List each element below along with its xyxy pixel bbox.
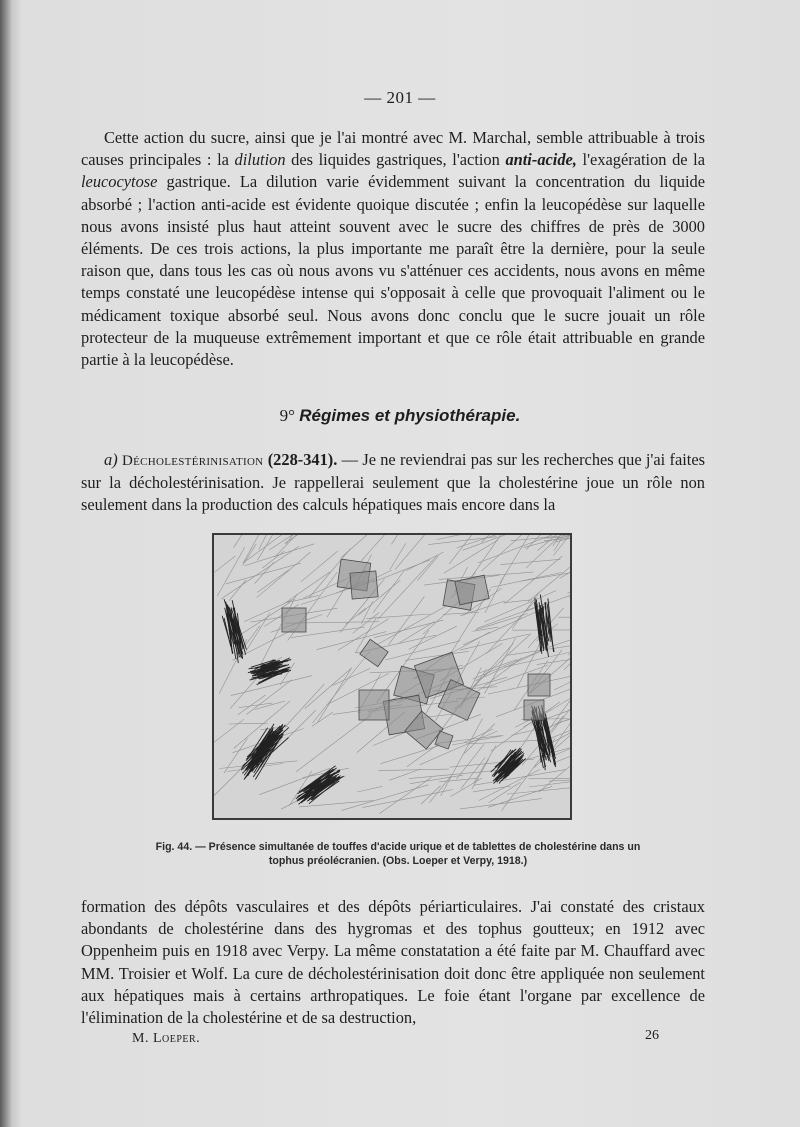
cholesterol-tablet [524,700,544,720]
para1-text-2: des liquides gastriques, l'action [285,150,506,170]
footer-signature-number: 26 [645,1028,659,1043]
para1-emph-leucocytose: leucocytose [81,172,158,192]
paragraph-sugar-action [81,127,705,371]
para1-text-4: gastrique. La dilution varie évidemment suivant la concentration du liquide absorbé ; l'action anti-acide est évidente quoique discutée ; enfin la leucopédèse sur laquelle nous avons insisté plus haut atteint souvent avec le sucre des chiffres de près de 3000 éléments. De ces trois actions, la plus importante me paraît être la dernière, pour la seule raison que, dans tous les cas où nous avons vu s'atténuer ces accidents, nous avons en même temps constaté une leucopédèse intense qui s'opposait à celle que provoquait l'aliment ou le médicament toxique absorbé seul. Nous avons donc conclu que le sucre jouait un rôle protecteur de la muqueuse extrêmement important et que ce rôle était attribuable en grande partie à la leucopédèse. [81,172,705,370]
page-number: — 201 — [364,88,436,107]
para1-emph-dilution: dilution [234,150,286,170]
micrograph-image [214,535,570,818]
para2-text: — Je ne reviendrai pas sur les recherches que j'ai faites sur la décholestérinisation. Je rappellerai seulement que la cholestérine joue un rôle non seulement dans la production des calculs hépatiques mais encore dans la [81,450,705,515]
para2-term: Décholestérinisation [121,453,264,469]
para2-label: a) [104,450,118,469]
para2-refs: (228-341). [267,450,338,469]
section-title: Régimes et physiothérapie. [299,406,521,425]
figure-caption [118,840,678,868]
section-number: 9° [279,406,295,425]
cholesterol-tablet [282,608,306,632]
cholesterol-tablet [350,571,378,599]
cholesterol-tablet [528,674,550,696]
para1-text-3: l'exagération de la [576,150,706,170]
section-heading [0,406,800,426]
para1-text-1: Cette action du sucre, ainsi que je l'ai montré avec M. Marchal, semble attribuable à trois causes principales : la [81,128,705,170]
caption-line-2: tophus préolécranien. (Obs. Loeper et Verpy, 1918.) [268,855,528,867]
caption-line-1: Fig. 44. — Présence simultanée de touffes d'acide urique et de tablettes de cholestérine dans un [155,841,641,853]
cholesterol-tablet [359,690,389,720]
para1-emph-anti-acide: anti-acide, [505,150,577,170]
paragraph-formation: formation des dépôts vasculaires et des dépôts périarticulaires. J'ai constaté des cristaux abondants de cholestérine dans des hygromas et des tophus goutteux; en 1912 avec Oppenheim puis en 1918 avec Verpy. La même constatation a été faite par M. Chauffard avec MM. Troisier et Wolf. La cure de décholestérinisation doit donc être appliquée non seulement aux hépatiques mais à certains arthropatiques. Le foie étant l'organe par excellence de l'élimination de la cholestérine et de sa destruction, [81,897,705,1028]
figure-micrograph [212,533,572,820]
paragraph-decholesterinisation [81,449,705,517]
footer-author: M. Loeper. [132,1031,201,1046]
